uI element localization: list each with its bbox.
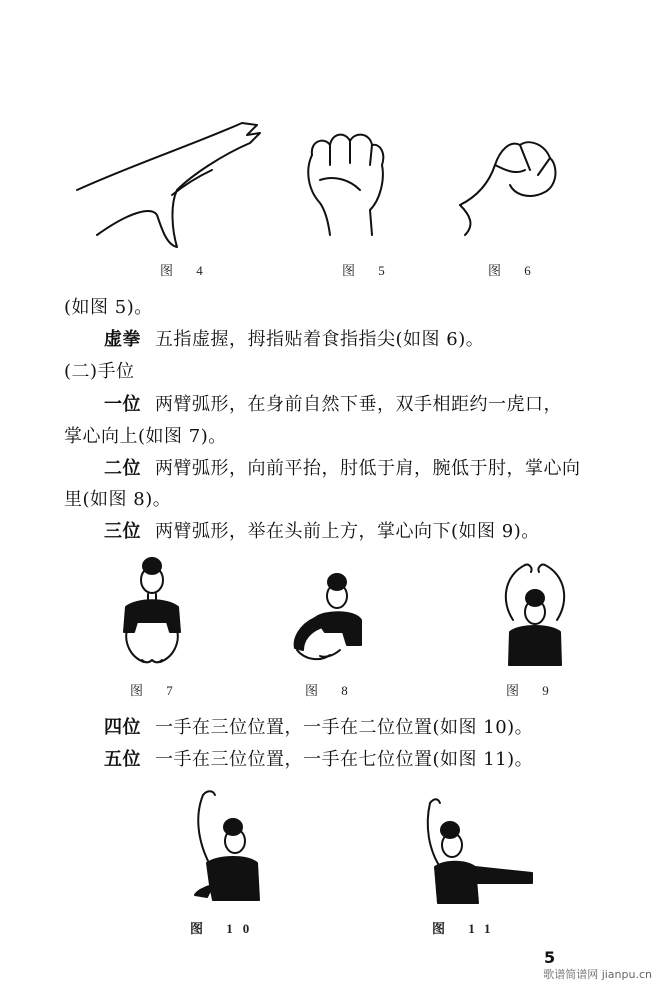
figure-10-dancer-fourth-position [185,785,275,910]
figure-10-caption: 图 10 [190,921,260,936]
figure-11-dancer-fifth-position [420,795,540,910]
figure-7-caption: 图 7 [130,683,183,698]
text-line-6: 二位 两臂弧形，向前平抬，肘低于肩，腕低于肘，掌心向 [104,458,581,479]
text-line-7: 里(如图 8)。 [64,489,172,510]
figure-6-caption: 图 6 [488,263,541,278]
text-line-9: 四位 一手在三位位置，一手在二位位置(如图 10)。 [104,717,534,738]
figure-7-dancer-first-position [112,552,192,672]
figure-8-dancer-second-position [285,570,365,670]
figure-5-fist [300,125,390,240]
text-line-2: 虚拳 五指虚握，拇指贴着食指指尖(如图 6)。 [104,329,485,350]
text-line-1: (如图 5)。 [64,297,153,318]
text-line-8: 三位 两臂弧形，举在头前上方，掌心向下(如图 9)。 [104,521,540,542]
figure-11-caption: 图 11 [432,921,501,936]
watermark: 歌谱简谱网 jianpu.cn [543,968,652,981]
text-line-4: 一位 两臂弧形，在身前自然下垂，双手相距约一虎口， [104,394,562,415]
figure-5-caption: 图 5 [342,263,395,278]
figure-9-caption: 图 9 [506,683,559,698]
figure-6-loose-fist [450,130,570,240]
text-line-3: (二)手位 [64,361,135,382]
text-line-10: 五位 一手在三位位置，一手在七位位置(如图 11)。 [104,749,534,770]
figure-4-hand-palm [72,115,272,255]
text-line-5: 掌心向上(如图 7)。 [64,426,227,447]
figure-9-dancer-third-position [495,560,575,670]
page-number: 5 [544,948,556,967]
figure-8-caption: 图 8 [305,683,358,698]
figure-4-caption: 图 4 [160,263,213,278]
